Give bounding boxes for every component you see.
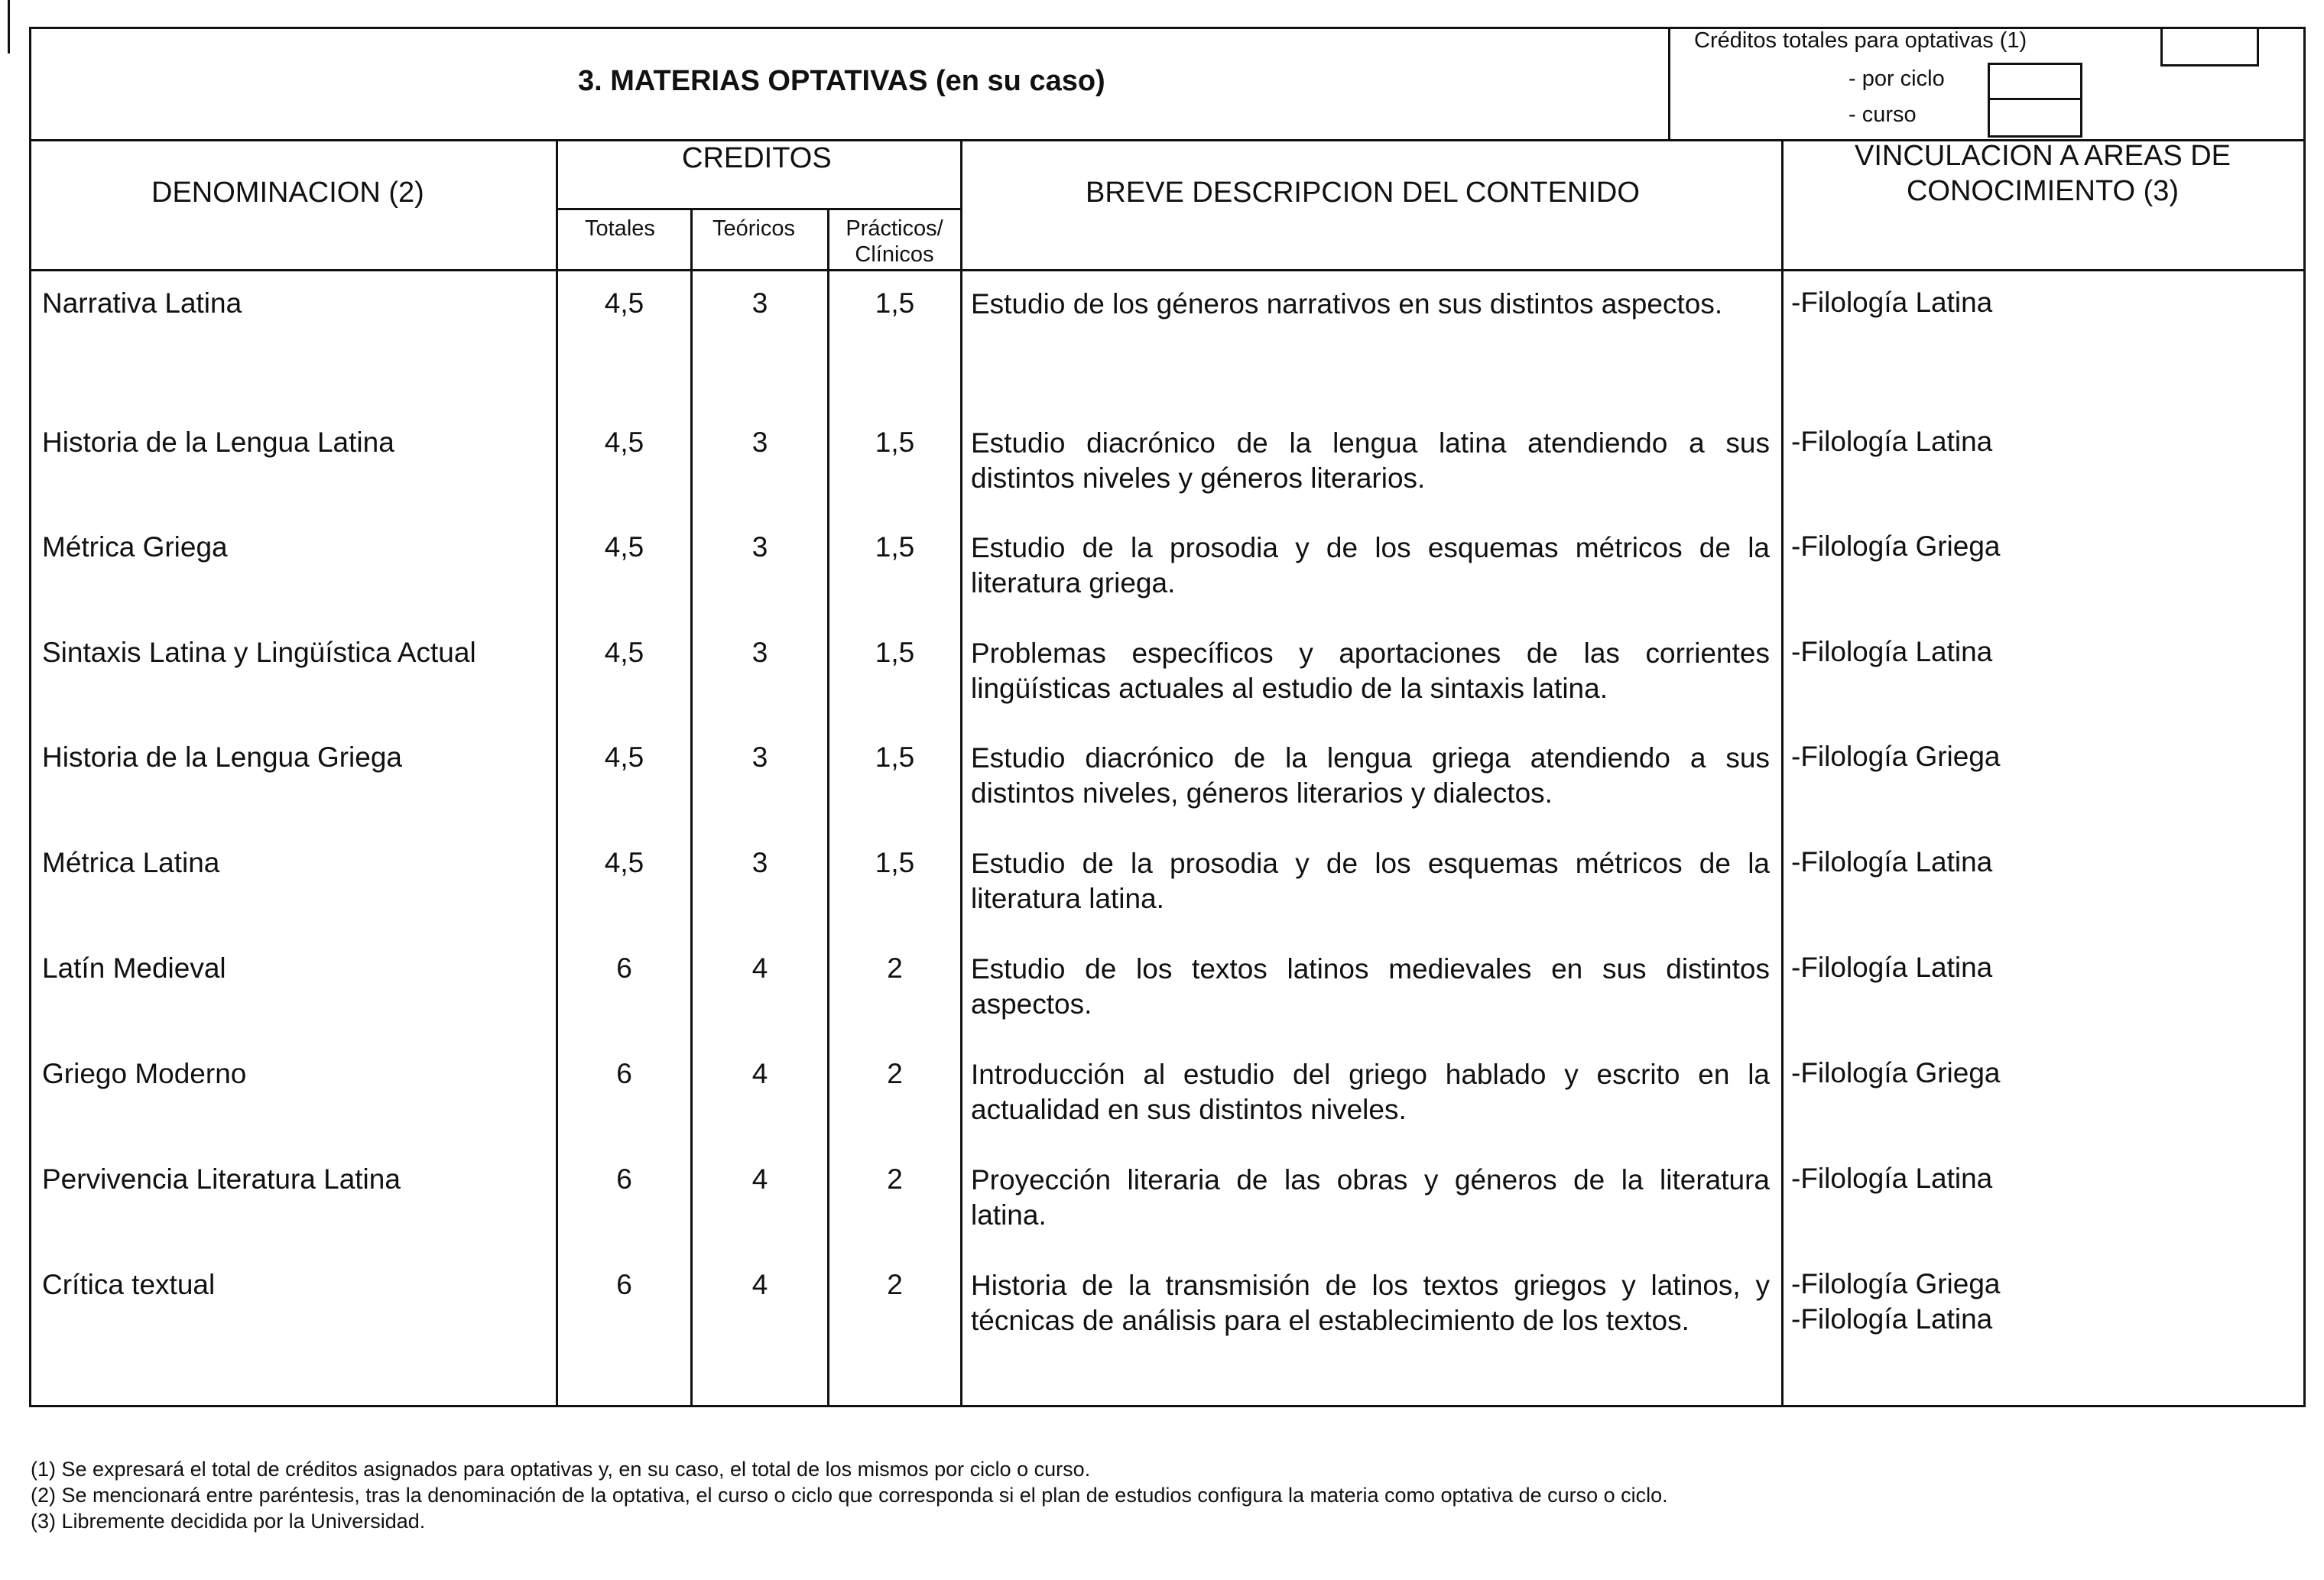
course-description: Estudio diacrónico de la lengua griega atendiendo a sus distintos niveles, géneros literarios y dialectos. bbox=[971, 742, 1770, 809]
credits-practicos: 1,5 bbox=[875, 741, 915, 773]
credits-practicos: 1,5 bbox=[875, 287, 915, 319]
course-description: Historia de la transmisión de los textos griegos y latinos, y técnicas de análisis para el establecimiento de los textos. bbox=[971, 1270, 1770, 1336]
course-name: Historia de la Lengua Latina bbox=[42, 427, 394, 458]
frame-right-line bbox=[2303, 27, 2306, 1406]
course-name: Sintaxis Latina y Lingüística Actual bbox=[42, 637, 476, 668]
knowledge-area-item: -Filología Latina bbox=[1791, 952, 1993, 983]
knowledge-area-item: -Filología Griega bbox=[1791, 1057, 2001, 1088]
credits-totales: 6 bbox=[616, 952, 632, 984]
knowledge-areas bbox=[1791, 529, 2001, 564]
credits-practicos: 2 bbox=[887, 1269, 903, 1300]
knowledge-area-item: -Filología Latina bbox=[1791, 1303, 1993, 1335]
credits-practicos: 1,5 bbox=[875, 637, 915, 668]
knowledge-areas bbox=[1791, 424, 1992, 459]
knowledge-area-item: -Filología Latina bbox=[1791, 636, 1993, 667]
col-divider-3 bbox=[827, 208, 829, 1406]
credit-por-ciclo-box[interactable] bbox=[1988, 63, 2082, 102]
credit-summary-heading: Créditos totales para optativas (1) bbox=[1694, 28, 2027, 53]
course-description: Estudio de la prosodia y de los esquemas métricos de la literatura griega. bbox=[971, 532, 1770, 599]
credits-practicos: 1,5 bbox=[875, 847, 915, 878]
frame-bottom-line bbox=[29, 1405, 2306, 1407]
credits-totales: 4,5 bbox=[604, 847, 644, 878]
frame-left-line bbox=[29, 27, 31, 1406]
credits-practicos: 2 bbox=[887, 1163, 903, 1195]
credit-total-box[interactable] bbox=[2160, 27, 2259, 67]
creditos-subheader-line bbox=[556, 208, 961, 210]
knowledge-areas bbox=[1791, 285, 1992, 320]
knowledge-area-item: -Filología Latina bbox=[1791, 287, 1993, 318]
credits-practicos: 1,5 bbox=[875, 427, 915, 458]
credits-teoricos: 4 bbox=[751, 1163, 768, 1195]
credits-totales: 4,5 bbox=[604, 531, 644, 563]
course-name: Historia de la Lengua Griega bbox=[42, 741, 403, 773]
credits-totales: 6 bbox=[616, 1058, 632, 1089]
credits-totales: 4,5 bbox=[604, 427, 644, 458]
credits-totales: 4,5 bbox=[604, 287, 644, 319]
course-description: Estudio diacrónico de la lengua latina atendiendo a sus distintos niveles y géneros literarios. bbox=[971, 427, 1770, 494]
col-header-practicos-line1: Prácticos/ bbox=[846, 216, 943, 241]
credit-curso-label: - curso bbox=[1848, 102, 1917, 127]
header-bottom-line bbox=[29, 269, 2306, 271]
knowledge-area-item: -Filología Griega bbox=[1791, 1268, 2001, 1299]
col-header-denominacion: DENOMINACION (2) bbox=[151, 177, 424, 209]
credit-por-ciclo-label: - por ciclo bbox=[1848, 67, 1945, 91]
col-divider-2 bbox=[690, 208, 693, 1406]
credits-teoricos: 4 bbox=[751, 1058, 768, 1089]
section-title: 3. MATERIAS OPTATIVAS (en su caso) bbox=[578, 65, 1105, 97]
footnote-1: (1) Se expresará el total de créditos asignados para optativas y, en su caso, el total de los mismos por ciclo o curso. bbox=[31, 1458, 1091, 1481]
credits-teoricos: 3 bbox=[751, 637, 768, 668]
course-name: Griego Moderno bbox=[42, 1058, 247, 1089]
credit-curso-box[interactable] bbox=[1988, 98, 2082, 138]
credits-teoricos: 3 bbox=[751, 847, 768, 878]
course-description: Estudio de los géneros narrativos en sus distintos aspectos. bbox=[971, 288, 1723, 320]
knowledge-areas bbox=[1791, 634, 1992, 670]
credits-teoricos: 3 bbox=[751, 427, 768, 458]
knowledge-area-item: -Filología Griega bbox=[1791, 741, 2001, 772]
credits-teoricos: 3 bbox=[751, 287, 768, 319]
knowledge-areas bbox=[1791, 1056, 2001, 1091]
credits-totales: 4,5 bbox=[604, 741, 644, 773]
knowledge-areas bbox=[1791, 1267, 2001, 1337]
col-header-vinculacion-line2: CONOCIMIENTO (3) bbox=[1906, 175, 2180, 207]
knowledge-area-item: -Filología Griega bbox=[1791, 530, 2001, 562]
course-description: Introducción al estudio del griego hablado y escrito en la actualidad en sus distintos niveles. bbox=[971, 1059, 1770, 1125]
course-description: Estudio de la prosodia y de los esquemas métricos de la literatura latina. bbox=[971, 848, 1770, 914]
credits-teoricos: 4 bbox=[751, 1269, 768, 1300]
credits-practicos: 2 bbox=[887, 952, 903, 984]
credits-teoricos: 3 bbox=[751, 741, 768, 773]
col-divider-5 bbox=[1781, 139, 1784, 1406]
credits-totales: 6 bbox=[616, 1269, 632, 1300]
course-name: Narrativa Latina bbox=[42, 287, 242, 319]
knowledge-areas bbox=[1791, 950, 1992, 985]
credits-teoricos: 3 bbox=[751, 531, 768, 563]
knowledge-areas bbox=[1791, 1161, 1992, 1196]
course-name: Métrica Latina bbox=[42, 847, 220, 878]
credits-practicos: 1,5 bbox=[875, 531, 915, 563]
course-description: Problemas específicos y aportaciones de las corrientes lingüísticas actuales al estudio de la sintaxis latina. bbox=[971, 638, 1770, 704]
course-description: Proyección literaria de las obras y géneros de la literatura latina. bbox=[971, 1164, 1770, 1231]
course-name: Pervivencia Literatura Latina bbox=[42, 1163, 401, 1195]
knowledge-areas bbox=[1791, 845, 1992, 880]
col-header-creditos: CREDITOS bbox=[682, 142, 832, 174]
footnote-3: (3) Libremente decidida por la Universidad. bbox=[31, 1510, 426, 1533]
col-header-totales: Totales bbox=[585, 216, 655, 241]
knowledge-area-item: -Filología Latina bbox=[1791, 846, 1993, 878]
course-description: Estudio de los textos latinos medievales en sus distintos aspectos. bbox=[971, 953, 1770, 1020]
credits-practicos: 2 bbox=[887, 1058, 903, 1089]
course-name: Crítica textual bbox=[42, 1269, 216, 1300]
col-header-practicos-line2: Clínicos bbox=[855, 242, 934, 267]
course-name: Latín Medieval bbox=[42, 952, 226, 984]
title-band-divider bbox=[1668, 27, 1670, 141]
scan-mark-left bbox=[8, 0, 10, 54]
col-header-teoricos: Teóricos bbox=[712, 216, 795, 241]
knowledge-areas bbox=[1791, 739, 2001, 774]
course-name: Métrica Griega bbox=[42, 531, 228, 563]
knowledge-area-item: -Filología Latina bbox=[1791, 1163, 1993, 1194]
col-header-vinculacion-line1: VINCULACION A AREAS DE bbox=[1854, 140, 2231, 172]
col-header-descripcion: BREVE DESCRIPCION DEL CONTENIDO bbox=[1086, 177, 1640, 209]
footnote-2: (2) Se mencionará entre paréntesis, tras la denominación de la optativa, el curso o ciclo que corresponda si el plan de estudios configura la materia como optativa de curso o ciclo. bbox=[31, 1484, 1668, 1507]
credits-teoricos: 4 bbox=[751, 952, 768, 984]
col-divider-4 bbox=[960, 139, 962, 1406]
credits-totales: 4,5 bbox=[604, 637, 644, 668]
knowledge-area-item: -Filología Latina bbox=[1791, 426, 1993, 457]
credits-totales: 6 bbox=[616, 1163, 632, 1195]
